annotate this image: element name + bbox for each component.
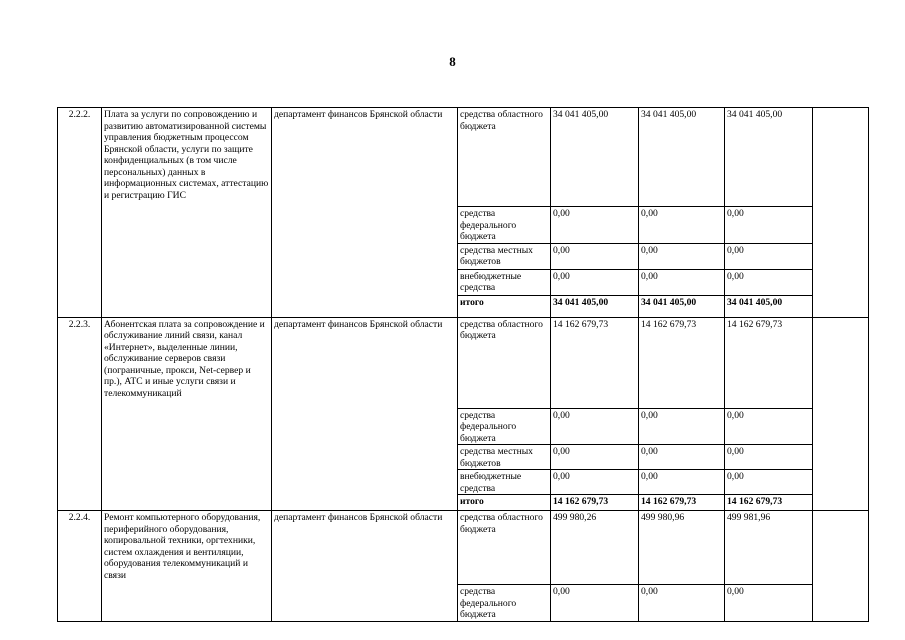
amount-cell: 0,00 [725,408,813,445]
amount-cell: 34 041 405,00 [639,108,725,207]
amount-cell: 14 162 679,73 [725,317,813,408]
empty-cell [813,317,869,511]
amount-cell: 0,00 [639,445,725,470]
total-label: итого [458,295,551,317]
total-amount: 34 041 405,00 [551,295,639,317]
funding-source: средства федерального бюджета [458,207,551,244]
amount-cell: 14 162 679,73 [639,317,725,408]
amount-cell: 14 162 679,73 [551,317,639,408]
amount-cell: 0,00 [551,470,639,495]
amount-cell: 0,00 [725,207,813,244]
item-number: 2.2.2. [58,108,102,318]
amount-cell: 0,00 [639,470,725,495]
item-executor: департамент финансов Брянской области [272,108,458,318]
amount-cell: 0,00 [639,243,725,269]
amount-cell: 0,00 [551,445,639,470]
funding-source: средства местных бюджетов [458,445,551,470]
funding-source: средства местных бюджетов [458,243,551,269]
page-number: 8 [449,54,456,69]
total-amount: 14 162 679,73 [551,495,639,511]
amount-cell: 499 980,96 [639,511,725,585]
amount-cell: 499 981,96 [725,511,813,585]
amount-cell: 0,00 [551,243,639,269]
amount-cell: 0,00 [639,269,725,295]
item-description: Плата за услуги по сопровождению и развитию автоматизированной системы управления бюджетным процессом Брянской области, услуги по защите конфиденциальных (в том числе персональных) данных в информационных системах, аттестацию и регистрацию ГИС [102,108,272,318]
amount-cell: 34 041 405,00 [725,108,813,207]
funding-source: средства областного бюджета [458,317,551,408]
budget-table [57,107,869,622]
amount-cell: 0,00 [551,585,639,622]
amount-cell: 0,00 [639,207,725,244]
empty-cell [813,511,869,622]
item-executor: департамент финансов Брянской области [272,511,458,622]
item-number: 2.2.3. [58,317,102,511]
amount-cell: 0,00 [639,585,725,622]
amount-cell: 0,00 [639,408,725,445]
funding-source: средства федерального бюджета [458,585,551,622]
amount-cell: 0,00 [725,243,813,269]
funding-source: средства областного бюджета [458,108,551,207]
amount-cell: 34 041 405,00 [551,108,639,207]
amount-cell: 0,00 [725,585,813,622]
item-description: Абонентская плата за сопровождение и обслуживание линий связи, канал «Интернет», выделенные линии, обслуживание серверов связи (пограничные, прокси, Net-сервер и пр.), АТС и иные услуги связи и телекоммуникаций [102,317,272,511]
amount-cell: 0,00 [551,269,639,295]
item-number: 2.2.4. [58,511,102,622]
amount-cell: 499 980,26 [551,511,639,585]
funding-source: внебюджетные средства [458,470,551,495]
empty-cell [813,108,869,318]
total-amount: 34 041 405,00 [639,295,725,317]
funding-source: внебюджетные средства [458,269,551,295]
item-description: Ремонт компьютерного оборудования, периферийного оборудования, копировальной техники, оргтехники, систем охлаждения и вентиляции, оборудования телекоммуникаций и связи [102,511,272,622]
total-amount: 14 162 679,73 [639,495,725,511]
amount-cell: 0,00 [725,470,813,495]
amount-cell: 0,00 [725,269,813,295]
item-executor: департамент финансов Брянской области [272,317,458,511]
total-amount: 14 162 679,73 [725,495,813,511]
amount-cell: 0,00 [551,408,639,445]
table-row [58,317,869,408]
total-amount: 34 041 405,00 [725,295,813,317]
funding-source: средства областного бюджета [458,511,551,585]
table-row [58,108,869,207]
amount-cell: 0,00 [551,207,639,244]
total-label: итого [458,495,551,511]
table-row [58,511,869,585]
amount-cell: 0,00 [725,445,813,470]
funding-source: средства федерального бюджета [458,408,551,445]
